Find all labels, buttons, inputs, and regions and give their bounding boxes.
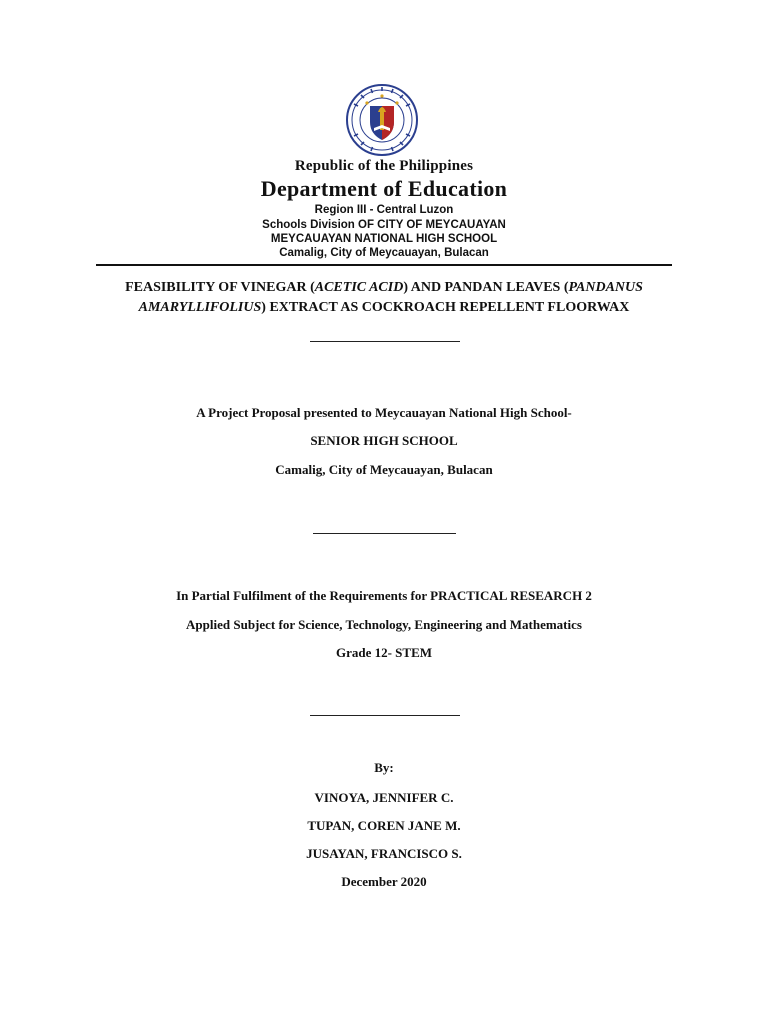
separator-line — [310, 341, 460, 342]
letterhead-divider — [96, 264, 672, 266]
requirement-line-3: Grade 12- STEM — [335, 645, 433, 660]
school-address: Camalig, City of Meycauayan, Bulacan — [279, 247, 489, 259]
document-date: December 2020 — [341, 874, 427, 889]
author-name: JUSAYAN, FRANCISCO S. — [306, 846, 462, 861]
title-part: ) AND PANDAN LEAVES ( — [403, 280, 569, 295]
requirement-line-2: Applied Subject for Science, Technology, Engineering and Mathematics — [186, 617, 582, 632]
proposal-line-1: A Project Proposal presented to Meycauayan National High School- — [196, 405, 572, 420]
requirement-line-1: In Partial Fulfilment of the Requirements for PRACTICAL RESEARCH 2 — [176, 588, 592, 603]
separator-line — [313, 533, 456, 534]
republic-heading: Republic of the Philippines — [294, 158, 474, 174]
title-italic: ACETIC ACID — [314, 280, 404, 295]
separator-line — [310, 715, 460, 716]
department-heading: Department of Education — [260, 176, 508, 201]
region-line: Region III - Central Luzon — [314, 204, 454, 216]
deped-seal-icon — [346, 84, 418, 156]
title-line-2 — [0, 300, 768, 316]
school-name: MEYCAUAYAN NATIONAL HIGH SCHOOL — [270, 233, 498, 245]
title-italic: AMARYLLIFOLIUS — [138, 300, 262, 315]
title-part: FEASIBILITY OF VINEGAR ( — [125, 280, 315, 295]
proposal-line-2: SENIOR HIGH SCHOOL — [310, 433, 458, 448]
title-line-1 — [0, 280, 768, 296]
division-line: Schools Division OF CITY OF MEYCAUAYAN — [262, 219, 506, 231]
author-name: TUPAN, COREN JANE M. — [307, 818, 461, 833]
title-part: ) EXTRACT AS COCKROACH REPELLENT FLOORWAX — [261, 300, 630, 315]
author-name: VINOYA, JENNIFER C. — [314, 790, 454, 805]
proposal-line-3: Camalig, City of Meycauayan, Bulacan — [275, 462, 493, 477]
title-italic: PANDANUS — [568, 280, 643, 295]
by-label: By: — [374, 760, 394, 775]
